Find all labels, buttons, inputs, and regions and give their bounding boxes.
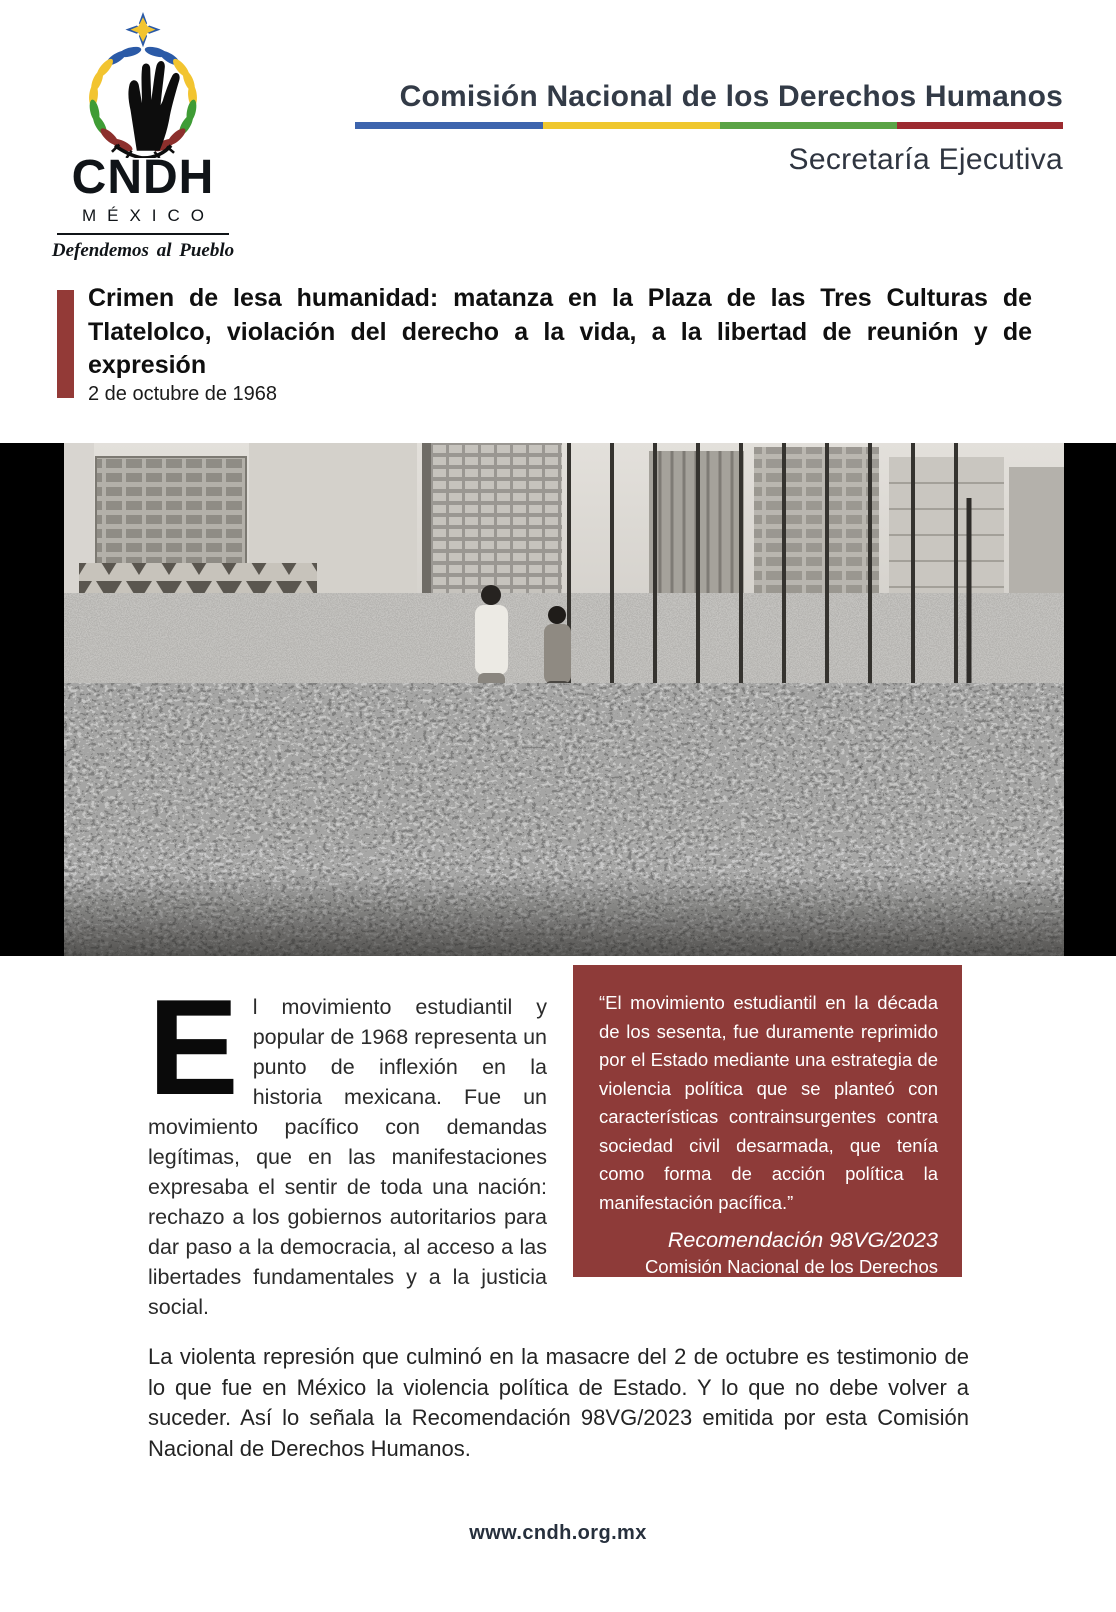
- quote-box: [573, 965, 962, 1302]
- color-bar-yellow: [543, 122, 720, 129]
- quote-text: “El movimiento estudiantil en la década de los sesenta, fue duramente reprimido por el Estado mediante una estrategia de violencia política que se planteó con características contrainsurgentes contra sociedad civil desarmada, que tenía como forma de acción política la manifestación pacífica.”: [599, 992, 938, 1213]
- header-color-bar: [355, 122, 1063, 129]
- logo-motto: Defendemos al Pueblo: [51, 239, 235, 261]
- logo-country: MÉXICO: [81, 205, 216, 225]
- logo-acronym: CNDH: [71, 151, 215, 204]
- color-bar-blue: [355, 122, 543, 129]
- article-title: Crimen de lesa humanidad: matanza en la Plaza de las Tres Culturas de Tlatelolco, violación del derecho a la vida, a la libertad de reunión y de expresión: [88, 284, 1032, 379]
- quote-attribution-org: Comisión Nacional de los Derechos Humanos (CNDH): [644, 1256, 938, 1302]
- body-paragraph-1-text: l movimiento estudiantil y popular de 1968 representa un punto de inflexión en la historia mexicana. Fue un movimiento pacífico con demandas legítimas, que en las manifestaciones expresaba el sentir de toda una nación: rechazo a los gobiernos autoritarios para dar paso a la democracia, al acceso a las libertades fundamentales y a la justicia social.: [148, 994, 547, 1319]
- quote-attribution-ref: Recomendación 98VG/2023: [667, 1228, 938, 1252]
- cndh-emblem-icon: [55, 12, 231, 158]
- quote-attribution: [599, 1226, 938, 1304]
- body-paragraph-2: La violenta represión que culminó en la masacre del 2 de octubre es testimonio de lo que fue en México la violencia política de Estado. Y lo que no debe volver a suceder. Así lo señala la Recomendación 98VG/2023 emitida por esta Comisión Nacional de Derechos Humanos.: [148, 1344, 969, 1461]
- header-subtitle: Secretaría Ejecutiva: [788, 143, 1063, 176]
- color-bar-red: [897, 122, 1063, 129]
- logo-divider: [57, 233, 229, 235]
- color-bar-green: [720, 122, 897, 129]
- cndh-logo: [35, 12, 251, 262]
- footer: [0, 1522, 1116, 1545]
- title-accent-bar: [57, 290, 74, 398]
- drop-cap: E: [148, 970, 239, 1123]
- header: [303, 80, 1063, 177]
- article-date: 2 de octubre de 1968: [88, 383, 278, 405]
- footer-url: www.cndh.org.mx: [469, 1522, 647, 1544]
- star-icon: [125, 12, 160, 47]
- org-title: Comisión Nacional de los Derechos Humanos: [399, 80, 1063, 113]
- body-paragraph-1: [148, 970, 547, 1322]
- photo-band: [0, 443, 1116, 956]
- tlatelolco-crowd-photo: [64, 443, 1064, 956]
